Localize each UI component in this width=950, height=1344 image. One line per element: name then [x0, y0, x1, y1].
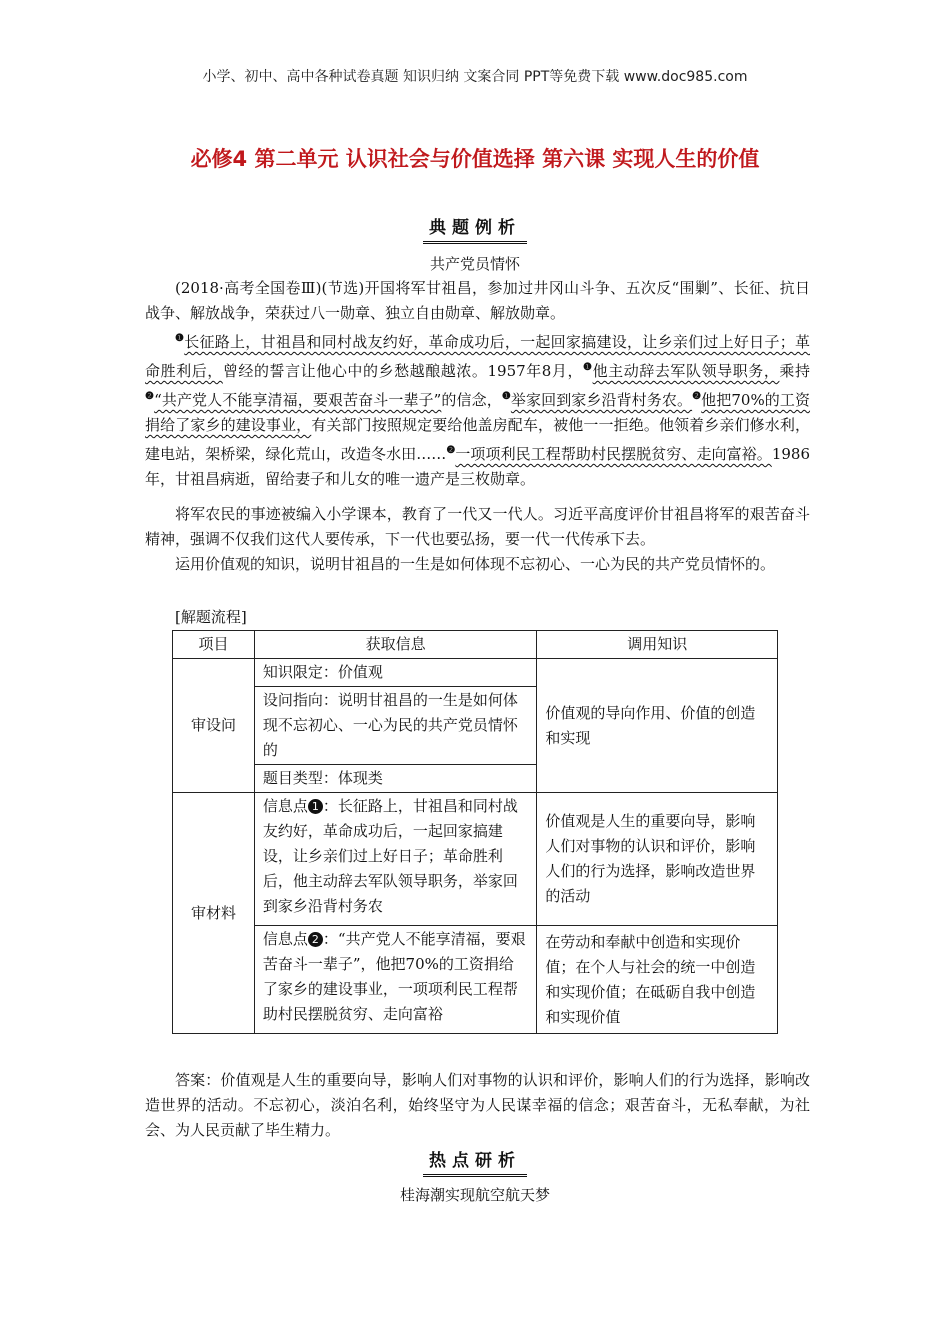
marker-1c: ❶ — [501, 391, 511, 402]
point1-label: 信息点 — [262, 797, 308, 815]
passage-seg-f: 的信念， — [441, 391, 502, 409]
section-tag-examples-label: 典题例析 — [423, 213, 527, 244]
passage-seg-k: 1986年，甘祖昌病逝，留给妻子和儿女的唯一遗产是三枚勋章。 — [145, 445, 810, 488]
section-tag-examples — [0, 213, 950, 244]
passage-seg-i: 有关部门按照规定要给他盖房配车，被他一一拒绝。他领着乡亲们修水利，建电站，架桥梁，绿化荒山，改造冬水田…… — [145, 416, 810, 463]
marker-2c: ❷ — [446, 445, 456, 456]
point1-text: ：长征路上，甘祖昌和同村战友约好，革命成功后，一起回家搞建设，让乡亲们过上好日子；革命胜利后，他主动辞去军队领导职务，举家回到家乡沿背村务农 — [262, 797, 518, 915]
info-point-1 — [254, 793, 537, 926]
passage-body — [145, 326, 810, 492]
point2-label: 信息点 — [262, 930, 308, 948]
passage-seg-j: 一项项利民工程帮助村民摆脱贫穷、走向富裕。 — [455, 445, 772, 463]
marker-2b: ❷ — [692, 391, 702, 402]
info-point-2 — [254, 926, 537, 1034]
passage-p3: 将军农民的事迹被编入小学课本，教育了一代又一代人。习近平高度评价甘祖昌将军的艰苦奋斗精神，强调不仅我们这代人要传承，下一代也要弘扬，要一代一代传承下去。 — [145, 505, 810, 548]
knowledge-point-2: 在劳动和奉献中创造和实现价值；在个人与社会的统一中创造和实现价值；在砥砺自我中创造和实现价值 — [537, 926, 778, 1034]
answer-text: 答案：价值观是人生的重要向导，影响人们对事物的认识和评价，影响人们的行为选择，影响改造世界的活动。不忘初心，淡泊名利，始终坚守为人民谋幸福的信念；艰苦奋斗，无私奉献，为社会、为人民贡献了毕生精力。 — [145, 1071, 810, 1139]
item-shen-cai: 审材料 — [173, 793, 255, 1034]
table-row — [173, 659, 778, 687]
marker-2: ❷ — [145, 391, 155, 402]
marker-1: ❶ — [175, 333, 185, 344]
info-question-type: 题目类型：体现类 — [254, 765, 537, 793]
point2-text: ：“共产党人不能享清福，要艰苦奋斗一辈子”，他把70%的工资捐给了家乡的建设事业，一项项利民工程帮助村民摆脱贫穷、走向富裕 — [262, 930, 526, 1023]
header-item: 项目 — [173, 631, 255, 659]
section-tag-hotspot-label: 热点研析 — [423, 1146, 527, 1177]
passage-seg-h: 他把70%的工资捐给了家乡的建设事业， — [145, 391, 811, 434]
passage-intro: (2018·高考全国卷Ⅲ)(节选)开国将军甘祖昌，参加过井冈山斗争、五次反“围剿”、长征、抗日战争、解放战争，荣获过八一勋章、独立自由勋章、解放勋章。 — [145, 279, 810, 322]
table-row — [173, 926, 778, 1034]
header-knowledge: 调用知识 — [537, 631, 778, 659]
item-shen-wen: 审设问 — [173, 659, 255, 793]
lesson-title: 必修4 第二单元 认识社会与价值选择 第六课 实现人生的价值 — [190, 147, 760, 171]
passage-seg-c: 他主动辞去军队领导职务， — [592, 362, 780, 380]
question-text: 运用价值观的知识，说明甘祖昌的一生是如何体现不忘初心、一心为民的共产党员情怀的。 — [175, 555, 776, 573]
passage-seg-g: 举家回到家乡沿背村务农。 — [510, 391, 693, 409]
section-tag-hotspot — [0, 1146, 950, 1177]
page-header: 小学、初中、高中各种试卷真题 知识归纳 文案合同 PPT等免费下载 www.doc985.com — [202, 69, 748, 85]
passage-seg-d: 乘持 — [779, 362, 810, 380]
example-subtitle: 共产党员情怀 — [429, 255, 520, 273]
circled-number-1: 1 — [308, 799, 323, 814]
passage-seg-b: 曾经的誓言让他心中的乡愁越酿越浓。1957年8月， — [222, 362, 584, 380]
circled-number-2: 2 — [308, 932, 323, 947]
knowledge-shen-wen: 价值观的导向作用、价值的创造和实现 — [537, 659, 778, 793]
hotspot-subtitle: 桂海潮实现航空航天梦 — [399, 1186, 550, 1204]
passage-seg-a: 长征路上，甘祖昌和同村战友约好，革命成功后，一起回家搞建设，让乡亲们过上好日子；革命胜利后， — [145, 333, 810, 380]
info-knowledge-limit: 知识限定：价值观 — [254, 659, 537, 687]
marker-1b: ❶ — [583, 362, 593, 373]
table-row — [173, 631, 778, 659]
knowledge-point-1: 价值观是人生的重要向导，影响人们对事物的认识和评价，影响人们的行为选择，影响改造世界的活动 — [537, 793, 778, 926]
flow-label: [解题流程] — [175, 608, 247, 626]
table-row — [173, 793, 778, 926]
info-question-direction: 设问指向：说明甘祖昌的一生是如何体现不忘初心、一心为民的共产党员情怀的 — [254, 687, 537, 765]
header-info: 获取信息 — [254, 631, 537, 659]
solution-flow-table — [172, 630, 778, 1034]
passage-seg-e: “共产党人不能享清福，要艰苦奋斗一辈子” — [154, 391, 442, 409]
